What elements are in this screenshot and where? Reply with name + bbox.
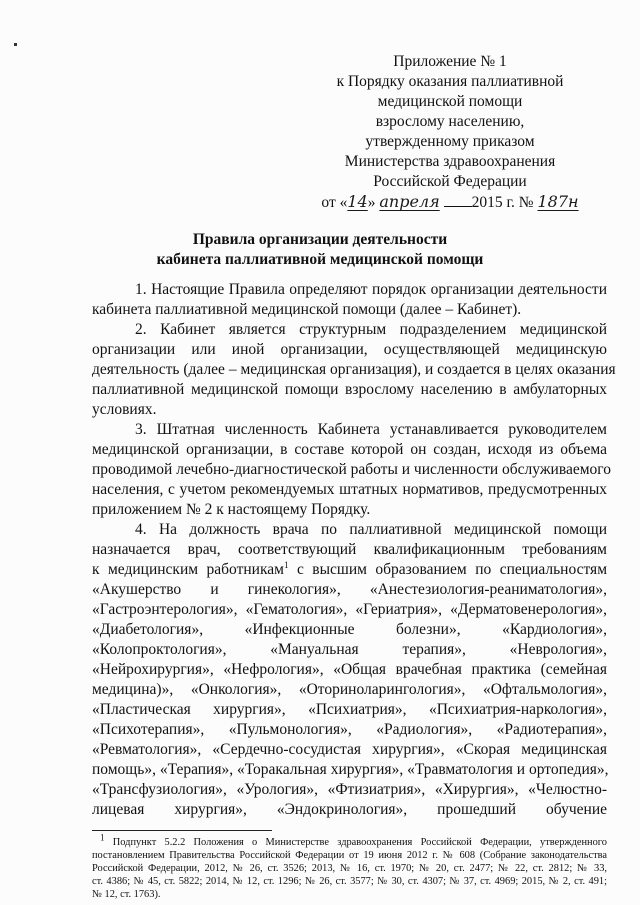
body-line: «Гастроэнтерология», «Гематология», «Гериатрия», «Дерматовенерология»,: [92, 601, 607, 618]
body-line: населения, с учетом рекомендуемых штатных нормативов, предусмотренных: [92, 481, 607, 498]
body-line: «Ревматология», «Сердечно-сосудистая хирургия», «Скорая медицинская: [92, 741, 607, 758]
body-line: назначается врач, соответствующий квалификационным требованиям: [92, 541, 607, 558]
body-line: 4. На должность врача по паллиативной медицинской помощи: [135, 521, 607, 538]
handwritten-day: 14: [347, 192, 368, 211]
body-line: «Акушерство и гинекология», «Анестезиология-реаниматология»,: [92, 581, 607, 598]
footnote-text: Подпункт 5.2.2 Положения о Министерстве здравоохранения Российской Федерации, утвержденного: [112, 837, 607, 848]
footnote-line: № 12, ст. 1763).: [92, 889, 161, 900]
body-text: к медицинским работникам: [92, 561, 284, 578]
body-line: «Диабетология», «Инфекционные болезни», «Кардиология»,: [92, 621, 607, 638]
footnote-line: [100, 832, 607, 850]
footnote-line: ст. 4386; № 45, ст. 5822; 2014, № 12, ст. 1296; № 26, ст. 3577; № 30, ст. 4307; № 37, ст. 4969; 2015, № 2, ст. 491;: [92, 876, 607, 887]
body-line: «Трансфузиология», «Урология», «Фтизиатрия», «Хирургия», «Челюстно-: [92, 781, 607, 798]
handwritten-order-number: 187н: [537, 192, 579, 211]
document-title-line-1: Правила организации деятельности: [192, 231, 448, 248]
footnote-reference: 1: [283, 559, 289, 570]
body-line: деятельность (далее – медицинская организация), и создается в целях оказания: [92, 361, 616, 378]
body-line: организации или иной организации, осуществляющей медицинскую: [92, 341, 607, 358]
body-line: паллиативной медицинской помощи взрослому населению в амбулаторных: [92, 381, 607, 398]
handwritten-month: апреля: [379, 192, 440, 211]
scan-speck: [14, 43, 17, 46]
footnote-separator: [92, 830, 272, 831]
body-line: условиях.: [92, 401, 157, 418]
body-line: «Нейрохирургия», «Нефрология», «Общая врачебная практика (семейная: [92, 661, 607, 678]
header-line: взрослому населению,: [375, 113, 525, 130]
body-line: 2. Кабинет является структурным подразделением медицинской: [135, 321, 607, 338]
body-line: «Пластическая хирургия», «Психиатрия», «Психиатрия-наркология»,: [92, 701, 607, 718]
body-text: с высшим образованием по специальностям: [296, 561, 607, 578]
body-line: «Психотерапия», «Пульмонология», «Радиология», «Радиотерапия»,: [92, 721, 607, 738]
body-line-with-footnote: [92, 560, 607, 580]
body-line: 1. Настоящие Правила определяют порядок организации деятельности: [135, 281, 607, 298]
body-line: медицинской организации, в составе которой он создан, исходя из объема: [92, 441, 607, 458]
date-year: 2015 г. №: [471, 194, 534, 211]
header-line: медицинской помощи: [377, 93, 523, 110]
header-line: Министерства здравоохранения: [344, 153, 556, 170]
footnote-line: постановлением Правительства Российской Федерации от 19 июня 2012 г. № 608 (Собрание законодательства: [92, 850, 607, 861]
body-line: кабинета паллиативной медицинской помощи (далее – Кабинет).: [92, 301, 522, 318]
body-line: «Колопроктология», «Мануальная терапия», «Неврология»,: [92, 641, 607, 658]
order-date-line: [300, 192, 600, 213]
body-line: лицевая хирургия», «Эндокринология», прошедший обучение: [92, 801, 607, 818]
header-line: к Порядку оказания паллиативной: [336, 73, 564, 90]
body-line: помощь», «Терапия», «Торакальная хирургия», «Травматология и ортопедия»,: [92, 761, 609, 778]
document-title-line-2: кабинета паллиативной медицинской помощи: [156, 251, 484, 268]
header-line: утвержденному приказом: [365, 133, 535, 150]
date-prefix: от «: [321, 194, 348, 211]
body-line: медицина)», «Онкология», «Оториноларингология», «Офтальмология»,: [92, 681, 607, 698]
body-line: приложением № 2 к настоящему Порядку.: [92, 501, 371, 518]
date-underline: [444, 194, 472, 207]
date-mid: »: [367, 194, 376, 211]
header-line: Российской Федерации: [373, 173, 527, 190]
body-line: 3. Штатная численность Кабинета устанавливается руководителем: [135, 421, 607, 438]
appendix-number: Приложение № 1: [393, 53, 507, 70]
footnote-line: Российской Федерации, 2012, № 26, ст. 3526; 2013, № 16, ст. 1970; № 20, ст. 2477; № 22, ст. 2812; № 33,: [92, 863, 607, 874]
body-line: проводимой лечебно-диагностической работы и численности обслуживаемого: [92, 461, 612, 478]
footnote-marker: 1: [100, 832, 105, 843]
